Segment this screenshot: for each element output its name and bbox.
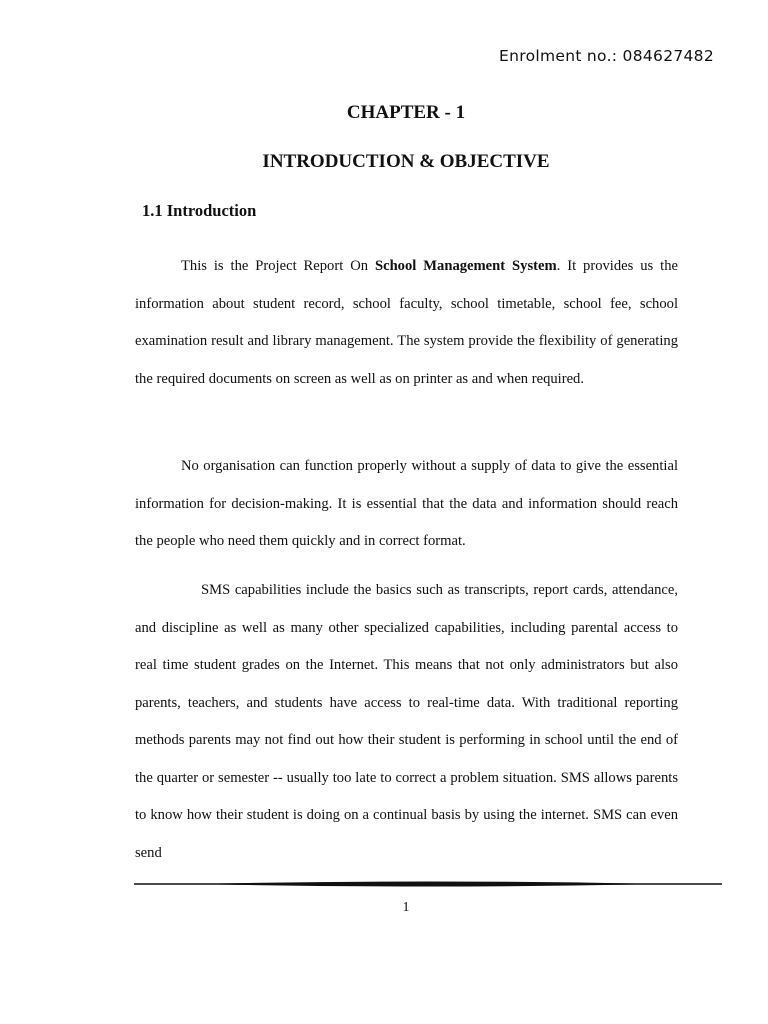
chapter-number: CHAPTER - 1	[346, 102, 466, 123]
paragraph-intro-rest: . It provides us the information about student record, school faculty, school timetable, school fee, school examination result and library management. The system provide the flexibility of generating the required documents on screen as well as on printer as and when required.	[135, 258, 678, 387]
paragraph-intro-start: This is the Project Report On	[181, 258, 375, 274]
footer-rule	[134, 880, 722, 888]
paragraph-organisation	[135, 448, 678, 561]
paragraph-intro	[135, 248, 678, 398]
chapter-title: INTRODUCTION & OBJECTIVE	[262, 151, 550, 172]
project-name: School Management System	[374, 258, 557, 274]
paragraph-organisation-text: No organisation can function properly without a supply of data to give the essential information for decision-making. It is essential that the data and information should reach the people who need them quickly and in correct format.	[135, 458, 678, 549]
paragraph-sms-text: SMS capabilities include the basics such as transcripts, report cards, attendance, and discipline as well as many other specialized capabilities, including parental access to real time student grades on the Internet. This means that not only administrators but also parents, teachers, and students have access to real-time data. With traditional reporting methods parents may not find out how their student is performing in school until the end of the quarter or semester -- usually too late to correct a problem situation. SMS allows parents to know how their student is doing on a continual basis by using the internet. SMS can even send	[135, 582, 678, 861]
paragraph-sms-capabilities	[135, 572, 678, 872]
page-number: 1	[402, 900, 410, 915]
enrolment-number: Enrolment no.: 084627482	[499, 47, 714, 65]
section-heading: 1.1 Introduction	[142, 201, 257, 220]
